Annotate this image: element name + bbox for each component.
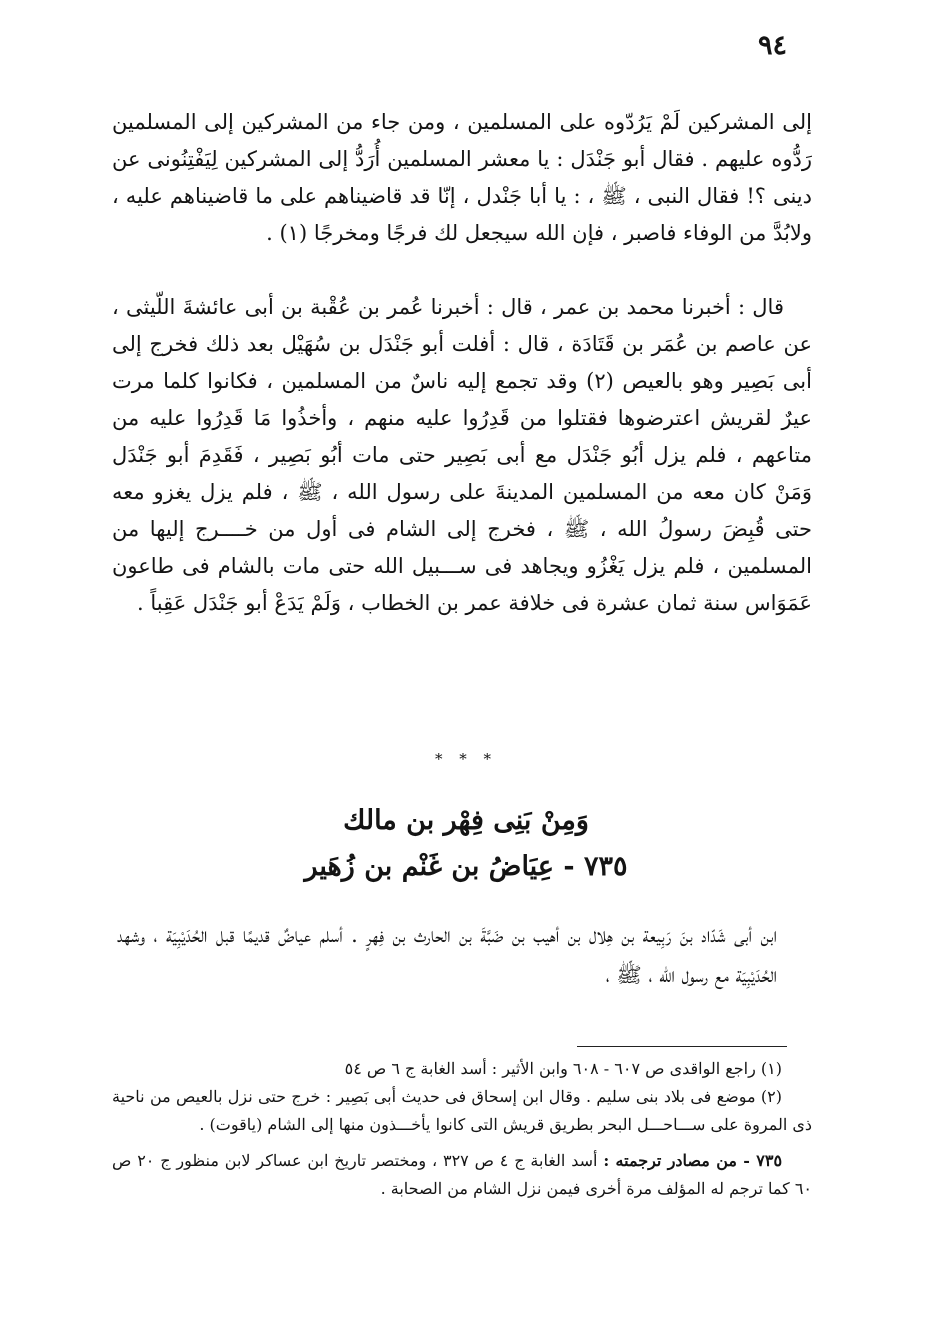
footnote-divider [577,1046,787,1047]
footnote-1 [112,1055,812,1083]
footnotes [112,1055,812,1203]
footnote-1-text: (١) راجع الواقدى ص ٦٠٧ - ٦٠٨ وابن الأثير : أسد الغابة ج ٦ ص ٥٤ [344,1059,782,1078]
footnote-2-text: (٢) موضع فى بلاد بنى سليم . وقال ابن إسحاق فى حديث أبى بَصِير : خرج حتى نزل بالعيص من ناحية ذى المروة على ســـاحـــل البحر بطريق قريش التى كانوا يأخـــذون منها إلى الشام (ياقوت) . [112,1087,812,1134]
paragraph-narration-1: إلى المشركين لَمْ يَرُدّوه على المسلمين ، ومن جاء من المشركين إلى المسلمين رَدُّوه عليهم . فقال أبو جَنْدَل : يا معشر المسلمين أُرَدُّ إلى المشركين لِيَفْتِنُونى عن دينى ؟! فقال النبى ، ﷺ ، : يا أبا جَنْدل ، إنّا قد قاضيناهم على ما قاضيناهم عليه ، ولابُدَّ من الوفاء فاصبر ، فإن الله سيجعل لك فرجًا ومخرجًا (١) . [112,110,812,245]
paragraph-2-text: قال : أخبرنا محمد بن عمر ، قال : أخبرنا عُمر بن عُقْبة بن أبى عائشةَ اللّيثى ، عن عاصم بن عُمَر بن قَتَادَة ، قال : أفلت أبو جَنْدَل بن سُهَيْل بعد ذلك فخرج إلى أبى بَصِير وهو بالعيص (٢) وقد تجمع إليه ناسٌ من المسلمين ، فكانوا كلما مرت عيرٌ لقريش اعترضوها فقتلوا من قَدِرُوا عليه منهم ، وأخذُوا مَا قَدِرُوا عليه من متاعهم ، فلم يزل أبُو جَنْدَل مع أبى بَصِير حتى مات أبُو بَصِير ، فَقَدِمَ أبو جَنْدَل وَمَنْ كان معه من المسلمين المدينةَ على رسول الله ، ﷺ ، فلم يزل يغزو معه حتى قُبِضَ رسولُ الله ، ﷺ ، فخرج إلى الشام فى أول من خــــرج إليها من المسلمين ، فلم يزل يَغْزُو ويجاهد فى ســـبيل الله حتى مات بالشام فى طاعون عَمَوَاس سنة ثمان عشرة فى خلافة عمر بن الخطاب ، وَلَمْ يَدَعْ أبو جَنْدَل عَقِباً . [112,295,813,615]
paragraph-narration-2 [112,289,812,622]
footnote-sources [112,1147,812,1203]
paragraph-3-text: ابن أبى شَدّاد بنَ رَبِيعة بن هِلال بن أهيب بن ضَبَّةَ بن الحارث بن فِهرٍ . أسلم عياضٌ قديمًا قبل الحُدَيْبِيَة ، وشهد الحُدَيْبِيَة مع رسول الله ، ﷺ ، [117,923,777,987]
entry-heading-biography: ٧٣٥ - عِيَاضُ بن غَنْم بن زُهَير [304,851,628,882]
footnote-2 [112,1083,812,1139]
footnote-sources-label: ٧٣٥ - من مصادر ترجمته : [603,1151,783,1170]
section-heading-tribe: وَمِنْ بَنِى فِهْر بن مالك [343,805,589,836]
footnote-sources-text: أسد الغابة ج ٤ ص ٣٢٧ ، ومختصر تاريخ ابن عساكر لابن منظور ج ٢٠ ص ٦٠ كما ترجم له المؤلف مرة أخرى فيمن نزل الشام من الصحابة . [112,1151,812,1198]
page-number: ٩٤ [757,30,787,61]
paragraph-biography [117,915,777,995]
section-separator: * * * [434,750,498,768]
